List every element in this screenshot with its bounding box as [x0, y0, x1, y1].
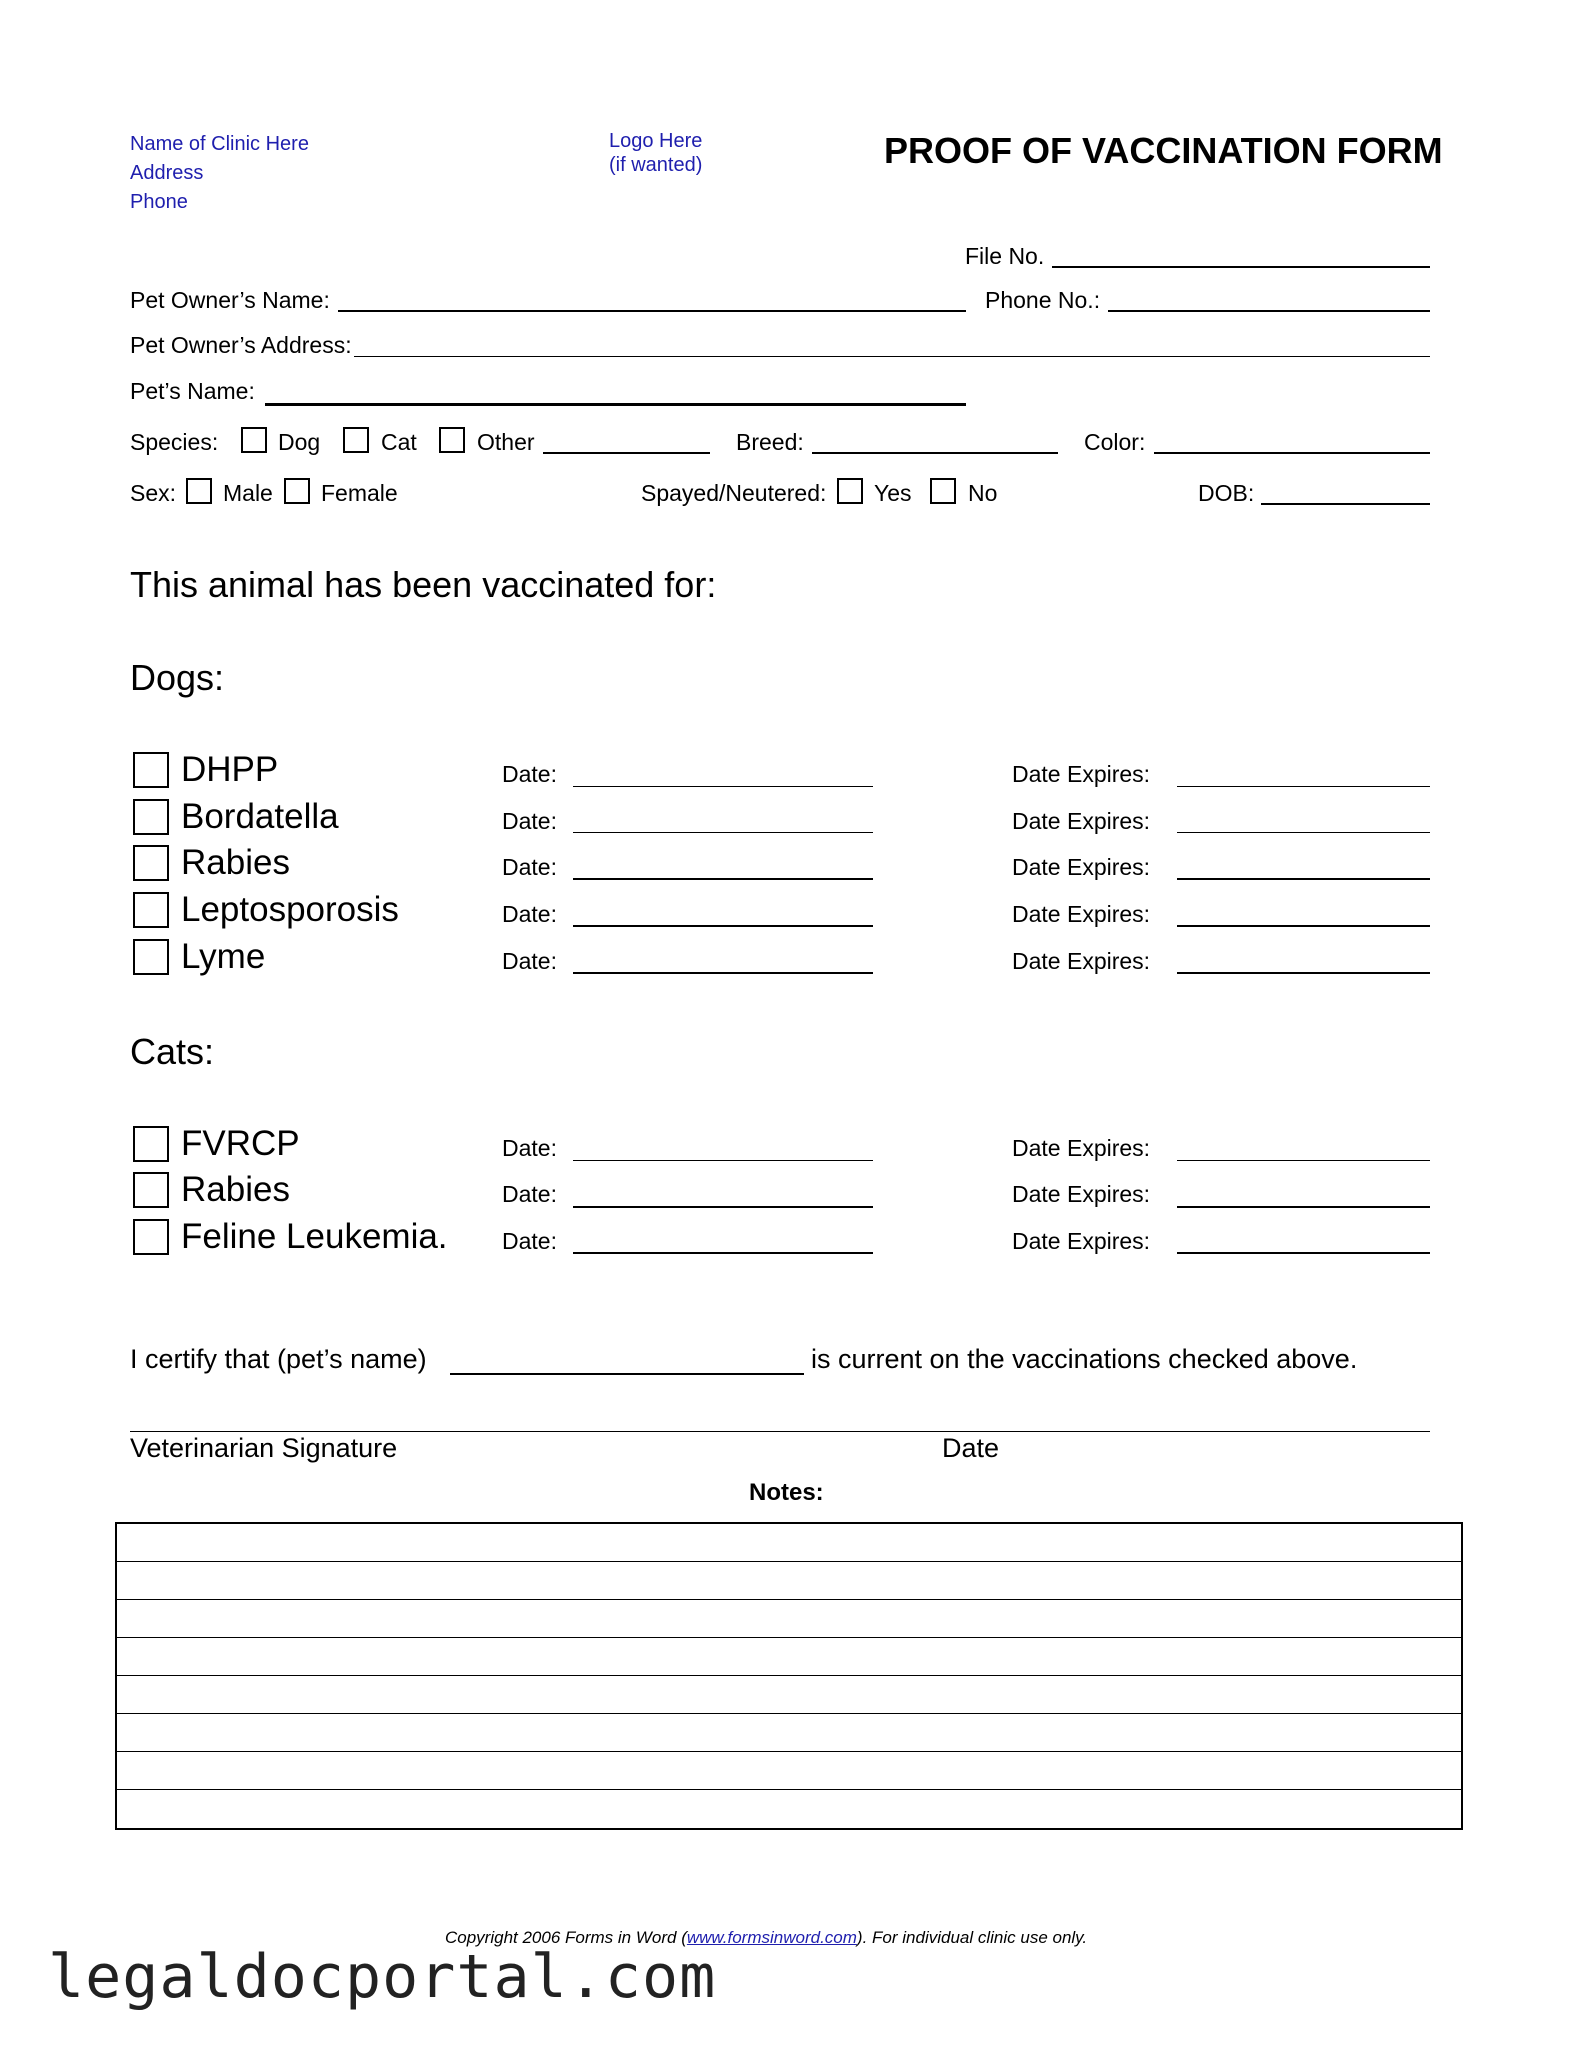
date-expires-field[interactable] — [1177, 972, 1430, 974]
signature-date-label: Date — [942, 1433, 1000, 1463]
certify-pet-name-field[interactable] — [450, 1373, 804, 1375]
notes-line[interactable] — [117, 1714, 1461, 1752]
vaccine-name: Rabies — [181, 1170, 290, 1209]
breed-label: Breed: — [736, 429, 804, 455]
spayed-yes-label: Yes — [874, 480, 912, 506]
species-other-checkbox[interactable] — [439, 427, 465, 453]
date-expires-label: Date Expires: — [1012, 1135, 1151, 1161]
sex-male-checkbox[interactable] — [186, 478, 212, 504]
date-label: Date: — [502, 1228, 557, 1254]
pet-name-field[interactable] — [265, 403, 966, 406]
date-expires-label: Date Expires: — [1012, 808, 1151, 834]
notes-box[interactable] — [115, 1522, 1463, 1830]
color-label: Color: — [1084, 429, 1146, 455]
species-label: Species: — [130, 429, 219, 455]
owner-name-label: Pet Owner’s Name: — [130, 287, 330, 313]
date-expires-field[interactable] — [1177, 1252, 1430, 1254]
date-field[interactable] — [573, 1206, 873, 1208]
signature-line[interactable] — [130, 1431, 1430, 1432]
species-other-field[interactable] — [543, 452, 710, 454]
owner-address-label: Pet Owner’s Address: — [130, 332, 352, 358]
logo-line-1: Logo Here — [609, 130, 703, 152]
spayed-no-label: No — [968, 480, 998, 506]
vaccine-name: Rabies — [181, 843, 290, 882]
notes-line[interactable] — [117, 1600, 1461, 1638]
date-label: Date: — [502, 1135, 557, 1161]
owner-address-field[interactable] — [354, 356, 1430, 357]
date-field[interactable] — [573, 972, 873, 974]
date-field[interactable] — [573, 925, 873, 927]
vaccine-checkbox[interactable] — [133, 752, 169, 788]
date-field[interactable] — [573, 1252, 873, 1254]
date-field[interactable] — [573, 832, 873, 833]
date-expires-label: Date Expires: — [1012, 854, 1151, 880]
date-field[interactable] — [573, 786, 873, 787]
date-expires-label: Date Expires: — [1012, 761, 1151, 787]
watermark: legaldocportal.com — [48, 1942, 717, 2012]
certify-text-after: is current on the vaccinations checked above. — [811, 1344, 1358, 1374]
notes-line[interactable] — [117, 1638, 1461, 1676]
date-expires-field[interactable] — [1177, 878, 1430, 880]
certify-text-before: I certify that (pet’s name) — [130, 1344, 427, 1374]
sex-male-label: Male — [223, 480, 273, 506]
page-title: PROOF OF VACCINATION FORM — [884, 130, 1443, 171]
vaccine-checkbox[interactable] — [133, 799, 169, 835]
species-cat-checkbox[interactable] — [343, 427, 369, 453]
date-field[interactable] — [573, 878, 873, 880]
vaccine-checkbox[interactable] — [133, 939, 169, 975]
dob-label: DOB: — [1198, 480, 1255, 506]
vaccine-name: FVRCP — [181, 1124, 300, 1163]
logo-placeholder — [609, 129, 702, 177]
notes-line[interactable] — [117, 1524, 1461, 1562]
notes-line[interactable] — [117, 1562, 1461, 1600]
vaccine-checkbox[interactable] — [133, 892, 169, 928]
date-label: Date: — [502, 1181, 557, 1207]
sex-female-label: Female — [321, 480, 398, 506]
logo-line-2: (if wanted) — [609, 154, 703, 176]
phone-no-field[interactable] — [1108, 310, 1430, 312]
species-other-label: Other — [477, 429, 535, 455]
date-expires-field[interactable] — [1177, 832, 1430, 833]
vaccine-name: DHPP — [181, 750, 279, 789]
date-expires-field[interactable] — [1177, 925, 1430, 927]
vaccine-checkbox[interactable] — [133, 1219, 169, 1255]
spayed-label: Spayed/Neutered: — [641, 480, 827, 506]
vaccine-checkbox[interactable] — [133, 1126, 169, 1162]
date-expires-label: Date Expires: — [1012, 1181, 1151, 1207]
notes-line[interactable] — [117, 1790, 1461, 1828]
date-expires-label: Date Expires: — [1012, 948, 1151, 974]
date-label: Date: — [502, 948, 557, 974]
notes-line[interactable] — [117, 1676, 1461, 1714]
vaccine-name: Lyme — [181, 937, 266, 976]
vet-signature-label: Veterinarian Signature — [130, 1433, 398, 1463]
phone-no-label: Phone No.: — [985, 287, 1101, 313]
copyright-text-before: Copyright 2006 Forms in Word ( — [445, 1928, 687, 1947]
file-no-field[interactable] — [1052, 266, 1430, 268]
spayed-yes-checkbox[interactable] — [837, 478, 863, 504]
breed-field[interactable] — [812, 452, 1058, 454]
vaccine-checkbox[interactable] — [133, 1172, 169, 1208]
date-label: Date: — [502, 854, 557, 880]
clinic-info — [130, 130, 309, 217]
spayed-no-checkbox[interactable] — [930, 478, 956, 504]
copyright-link[interactable]: www.formsinword.com — [686, 1928, 857, 1947]
dob-field[interactable] — [1261, 503, 1430, 505]
dogs-heading: Dogs: — [130, 657, 225, 698]
cats-heading: Cats: — [130, 1031, 215, 1072]
sex-label: Sex: — [130, 480, 177, 506]
notes-label: Notes: — [749, 1479, 824, 1506]
date-label: Date: — [502, 901, 557, 927]
species-dog-label: Dog — [278, 429, 321, 455]
clinic-address: Address — [130, 162, 204, 184]
date-expires-field[interactable] — [1177, 1160, 1430, 1161]
vaccine-name: Bordatella — [181, 797, 339, 836]
notes-line[interactable] — [117, 1752, 1461, 1790]
file-no-label: File No. — [965, 243, 1045, 269]
clinic-phone: Phone — [130, 191, 188, 213]
copyright-text-after: ). For individual clinic use only. — [856, 1928, 1088, 1947]
date-expires-label: Date Expires: — [1012, 901, 1151, 927]
sex-female-checkbox[interactable] — [284, 478, 310, 504]
pet-name-label: Pet’s Name: — [130, 378, 255, 404]
species-dog-checkbox[interactable] — [241, 427, 267, 453]
color-field[interactable] — [1154, 452, 1430, 454]
species-cat-label: Cat — [381, 429, 417, 455]
date-label: Date: — [502, 761, 557, 787]
date-expires-field[interactable] — [1177, 1206, 1430, 1208]
vaccine-checkbox[interactable] — [133, 845, 169, 881]
vaccine-name: Feline Leukemia. — [181, 1217, 448, 1256]
date-label: Date: — [502, 808, 557, 834]
date-expires-field[interactable] — [1177, 786, 1430, 787]
owner-name-field[interactable] — [338, 310, 966, 312]
vaccinated-heading: This animal has been vaccinated for: — [130, 564, 717, 605]
vaccine-name: Leptosporosis — [181, 890, 399, 929]
date-expires-label: Date Expires: — [1012, 1228, 1151, 1254]
date-field[interactable] — [573, 1160, 873, 1161]
clinic-name: Name of Clinic Here — [130, 133, 309, 155]
